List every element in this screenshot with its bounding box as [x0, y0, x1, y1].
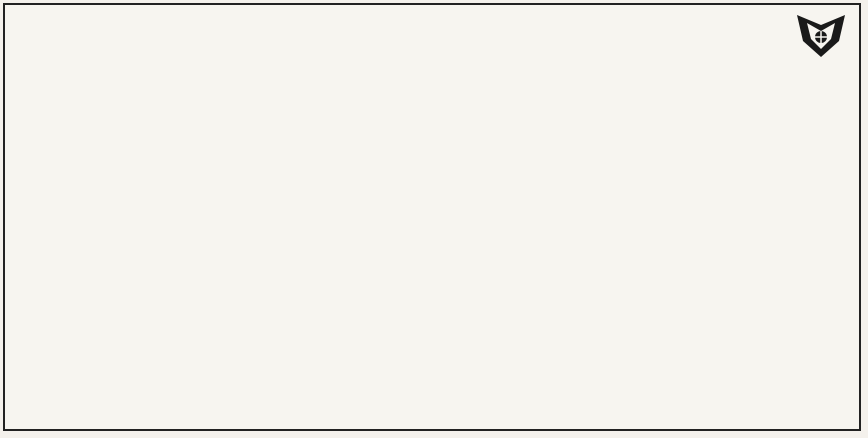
notice-header — [5, 7, 859, 55]
notice-frame — [3, 3, 861, 431]
railway-logo-icon — [793, 11, 849, 61]
watermark — [5, 5, 859, 429]
